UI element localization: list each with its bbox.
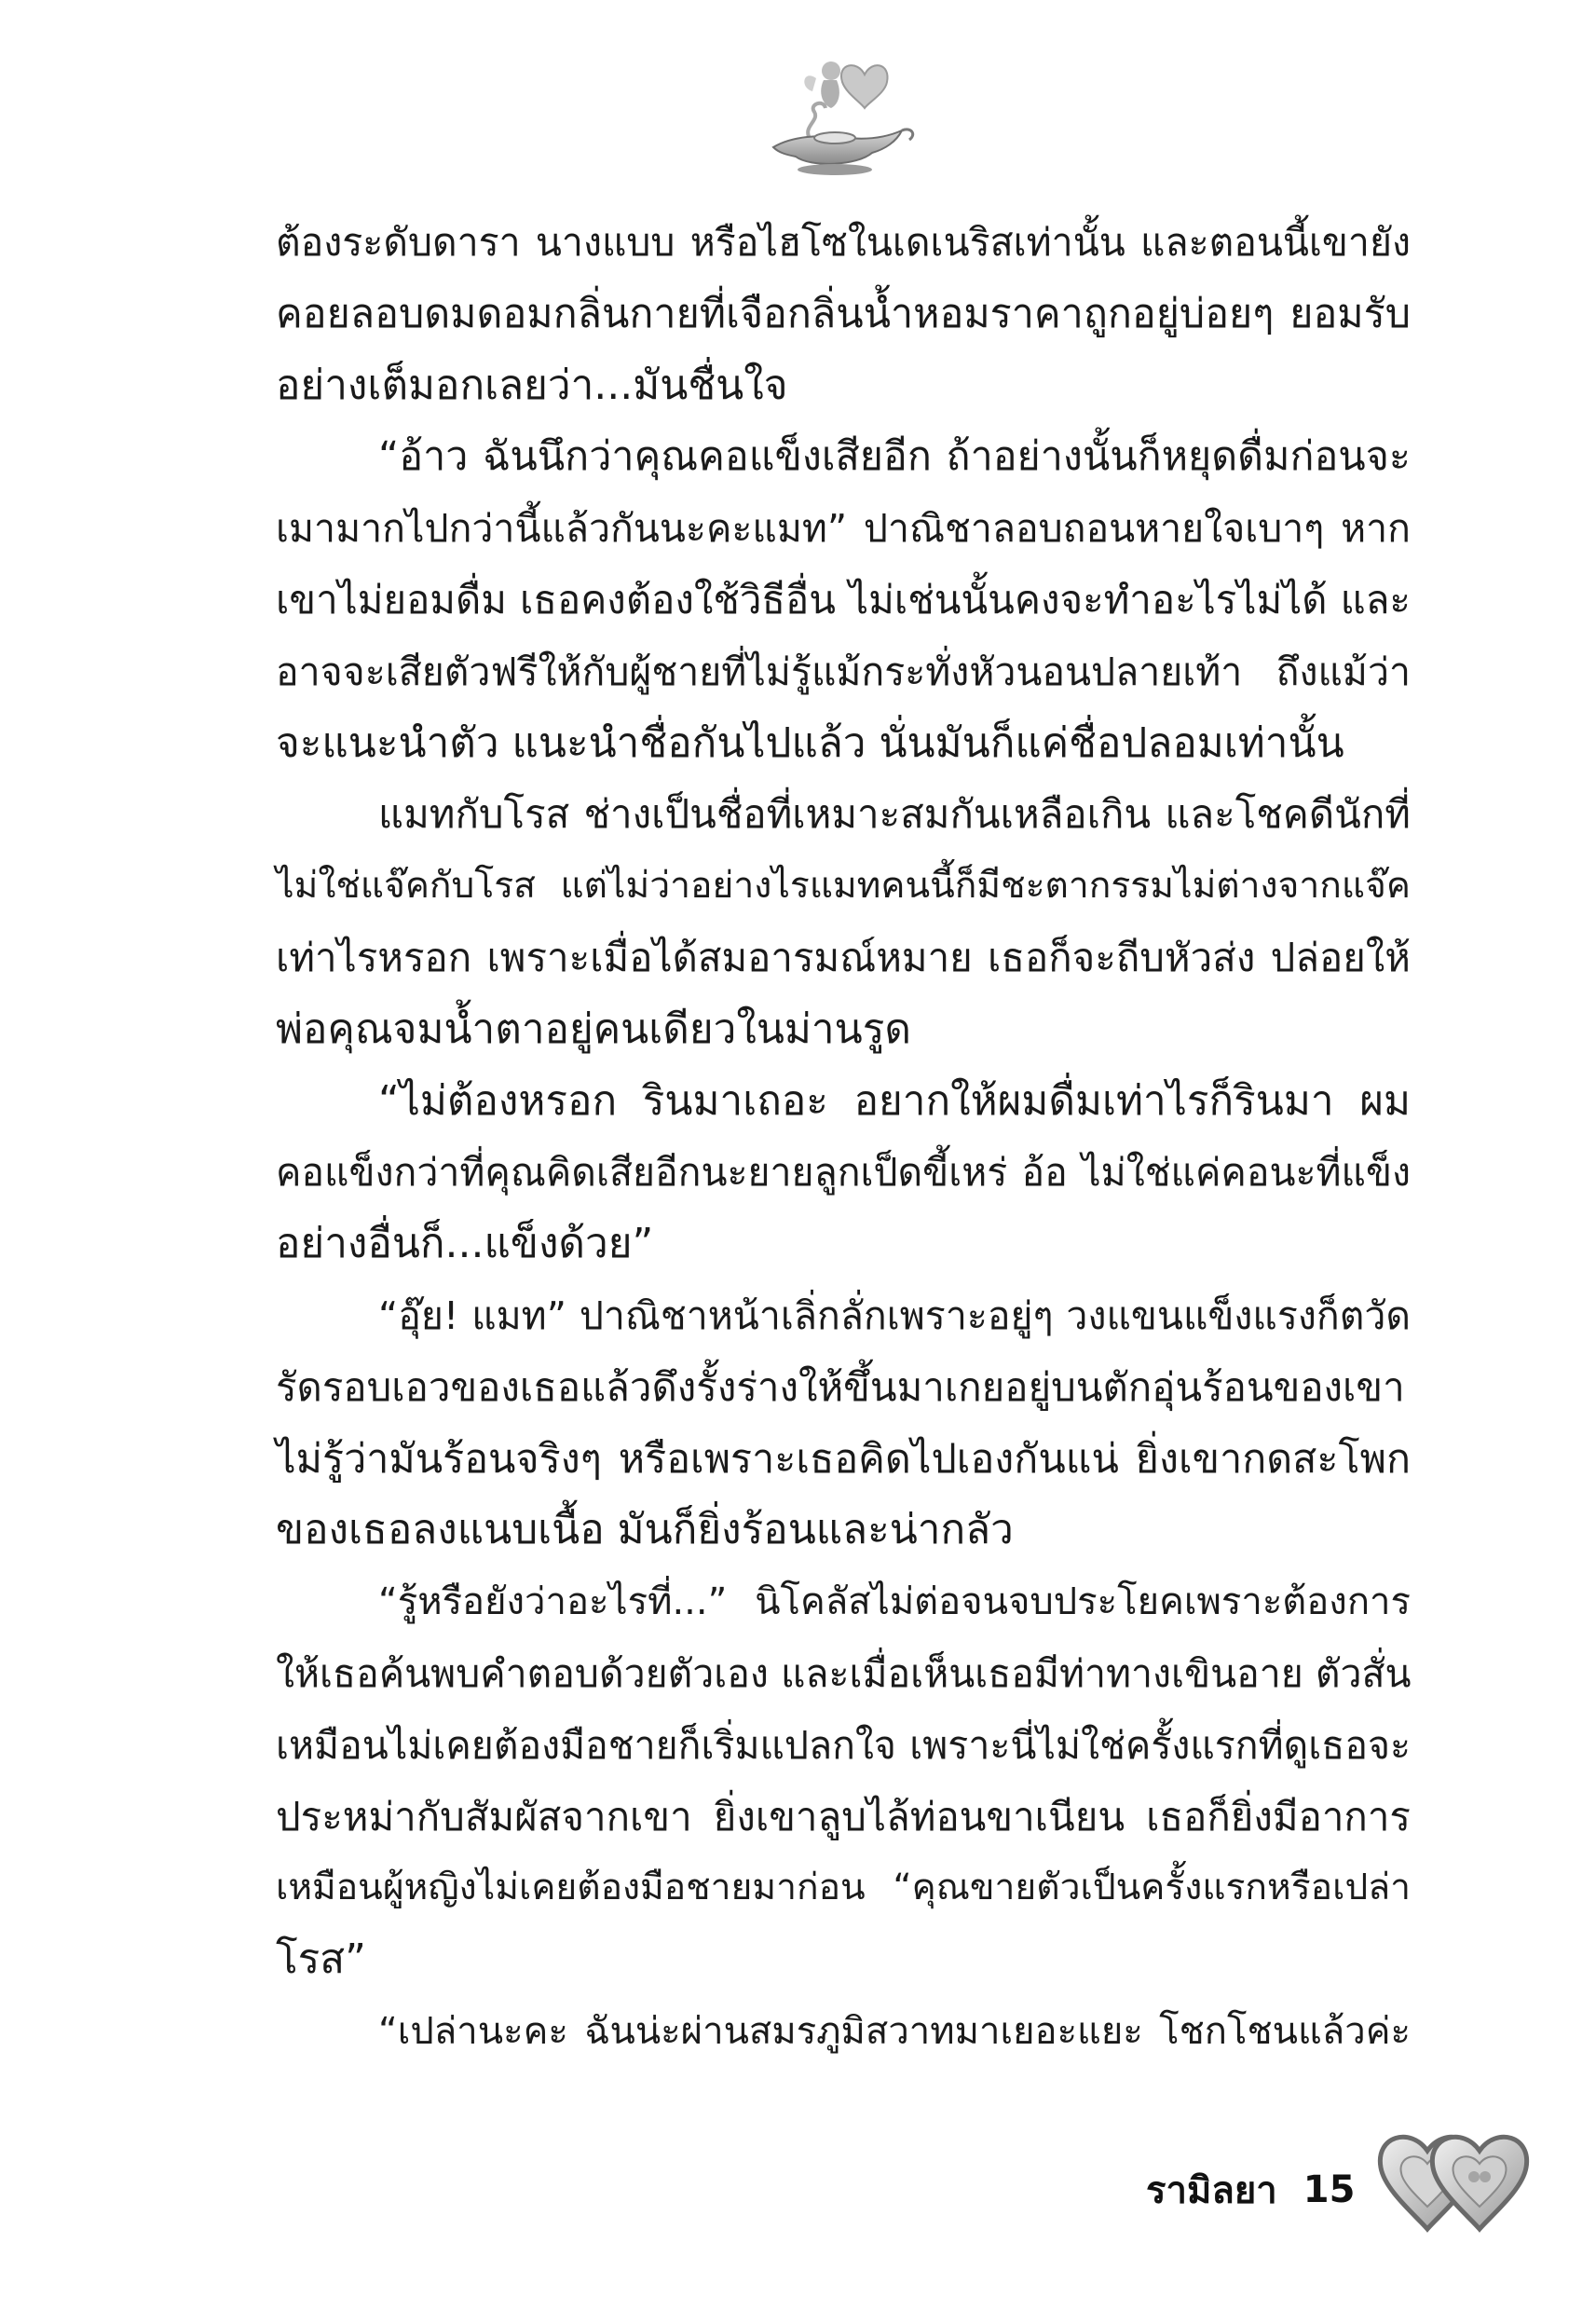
text-line: “อ้าว ฉันนึกว่าคุณคอแข็งเสียอีก ถ้าอย่างนั้นก็หยุดดื่มก่อนจะ (378, 433, 1411, 481)
text-line: จะแนะนำตัว แนะนำชื่อกันไปแล้ว นั่นมันก็แค่ชื่อปลอมเท่านั้น (276, 718, 1344, 767)
page-footer (1146, 2162, 1355, 2218)
text-line: เขาไม่ยอมดื่ม เธอคงต้องใช้วิธีอื่น ไม่เช่นนั้นคงจะทำอะไรไม่ได้ และ (276, 576, 1411, 622)
text-line: ประหม่ากับสัมผัสจากเขา ยิ่งเขาลูบไล้ท่อนขาเนียน เธอก็ยิ่งมีอาการ (276, 1793, 1411, 1839)
text-line: เท่าไรหรอก เพราะเมื่อได้สมอารมณ์หมาย เธอก็จะถีบหัวส่ง ปล่อยให้ (276, 934, 1411, 980)
text-line: ให้เธอค้นพบคำตอบด้วยตัวเอง และเมื่อเห็นเธอมีท่าทางเขินอาย ตัวสั่น (276, 1650, 1412, 1696)
text-line: “เปล่านะคะ ฉันน่ะผ่านสมรภูมิสวาทมาเยอะแยะ โชกโชนแล้วค่ะ (378, 2009, 1411, 2053)
text-line: คอยลอบดมดอมกลิ่นกายที่เจือกลิ่นน้ำหอมราคาถูกอยู่บ่อยๆ ยอมรับ (276, 290, 1411, 337)
text-line: เหมือนไม่เคยต้องมือชายก็เริ่มแปลกใจ เพราะนี่ไม่ใช่ครั้งแรกที่ดูเธอจะ (276, 1722, 1411, 1768)
text-line: เหมือนผู้หญิงไม่เคยต้องมือชายมาก่อน “คุณขายตัวเป็นครั้งแรกหรือเปล่า (276, 1867, 1411, 1909)
body-text (276, 207, 1411, 2068)
text-line: ต้องระดับดารา นางแบบ หรือไฮโซในเดเนริสเท่านั้น และตอนนี้เขายัง (276, 220, 1411, 265)
text-line: แมทกับโรส ช่างเป็นชื่อที่เหมาะสมกันเหลือเกิน และโชคดีนักที่ (378, 791, 1411, 838)
page-number: 15 (1303, 2168, 1356, 2211)
text-line: เมามากไปกว่านี้แล้วกันนะคะแมท” ปาณิชาลอบถอนหายใจเบาๆ หาก (276, 506, 1411, 552)
double-heart-frame-icon (1370, 2123, 1537, 2244)
text-line: “รู้หรือยังว่าอะไรที่...” นิโคลัสไม่ต่อจนจบประโยคเพราะต้องการ (378, 1580, 1411, 1624)
text-line: อย่างอื่นก็...แข็งด้วย” (276, 1220, 654, 1268)
text-line: พ่อคุณจมน้ำตาอยู่คนเดียวในม่านรูด (276, 1005, 911, 1053)
text-line: โรส” (276, 1935, 366, 1984)
text-line: อย่างเต็มอกเลยว่า...มันชื่นใจ (276, 361, 788, 409)
genie-lamp-cupid-icon (745, 37, 932, 186)
text-line: “ไม่ต้องหรอก รินมาเถอะ อยากให้ผมดื่มเท่าไรก็รินมา ผม (378, 1076, 1411, 1125)
text-line: รัดรอบเอวของเธอแล้วดึงรั้งร่างให้ขึ้นมาเกยอยู่บนตักอุ่นร้อนของเขา (276, 1363, 1405, 1410)
text-line: “อุ๊ย! แมท” ปาณิชาหน้าเลิ่กลั่กเพราะอยู่ๆ วงแขนแข็งแรงก็ตวัด (378, 1292, 1411, 1338)
text-line: คอแข็งกว่าที่คุณคิดเสียอีกนะยายลูกเป็ดขี้เหร่ อ้อ ไม่ใช่แค่คอนะที่แข็ง (276, 1150, 1411, 1196)
text-line: อาจจะเสียตัวฟรีให้กับผู้ชายที่ไม่รู้แม้กระทั่งหัวนอนปลายเท้า ถึงแม้ว่า (276, 649, 1411, 694)
book-title: รามิลยา (1146, 2169, 1277, 2212)
text-line: ไม่ใช่แจ๊คกับโรส แต่ไม่ว่าอย่างไรแมทคนนี้ก็มีชะตากรรมไม่ต่างจากแจ๊ค (276, 865, 1411, 908)
text-line: ไม่รู้ว่ามันร้อนจริงๆ หรือเพราะเธอคิดไปเองกันแน่ ยิ่งเขากดสะโพก (276, 1435, 1411, 1483)
text-line: ของเธอลงแนบเนื้อ มันก็ยิ่งร้อนและน่ากลัว (276, 1506, 1014, 1554)
